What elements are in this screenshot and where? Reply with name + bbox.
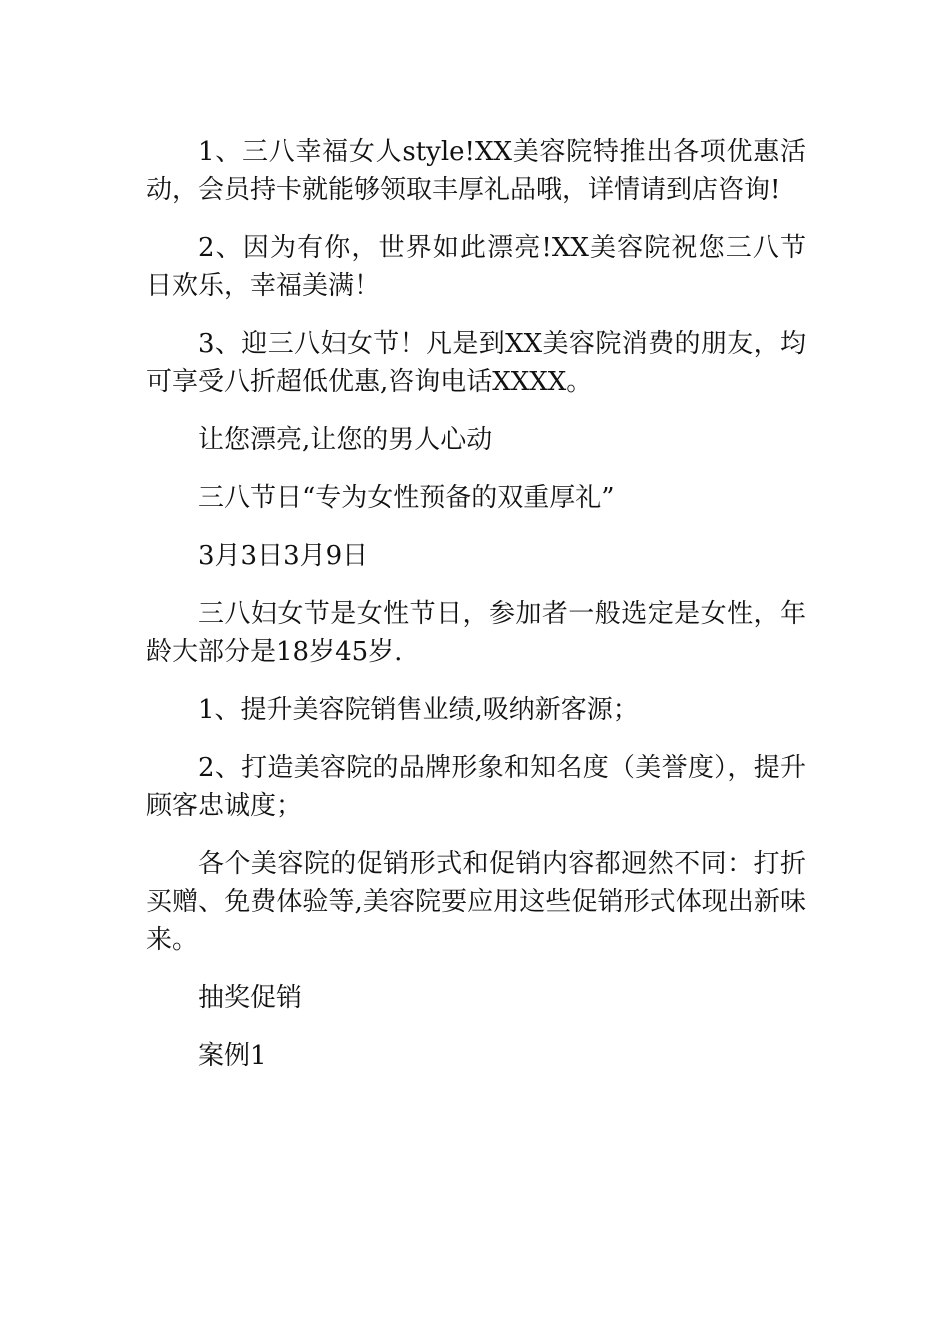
paragraph-2: 2、因为有你，世界如此漂亮!XX美容院祝您三八节日欢乐，幸福美满！ xyxy=(146,233,806,301)
paragraph-8: 1、提升美容院销售业绩,吸纳新客源； xyxy=(198,695,639,725)
paragraph-6: 3月3日3月9日 xyxy=(198,541,369,571)
paragraph-3: 3、迎三八妇女节！凡是到XX美容院消费的朋友，均可享受八折超低优惠,咨询电话XXXX。 xyxy=(146,329,806,397)
paragraph-9: 2、打造美容院的品牌形象和知名度（美誉度），提升顾客忠诚度； xyxy=(146,753,806,821)
paragraph-11: 抽奖促销 xyxy=(198,983,303,1013)
paragraph-5: 三八节日“专为女性预备的双重厚礼” xyxy=(198,483,615,513)
paragraph-1: 1、三八幸福女人style!XX美容院特推出各项优惠活动，会员持卡就能够领取丰厚礼品哦，详情请到店咨询! xyxy=(146,137,806,205)
paragraph-4: 让您漂亮,让您的男人心动 xyxy=(198,425,493,455)
paragraph-10: 各个美容院的促销形式和促销内容都迥然不同：打折买赠、免费体验等,美容院要应用这些促销形式体现出新味来。 xyxy=(146,849,806,955)
document-body xyxy=(146,133,806,1095)
paragraph-7: 三八妇女节是女性节日，参加者一般选定是女性，年龄大部分是18岁45岁. xyxy=(146,599,806,667)
paragraph-12: 案例1 xyxy=(198,1041,267,1071)
